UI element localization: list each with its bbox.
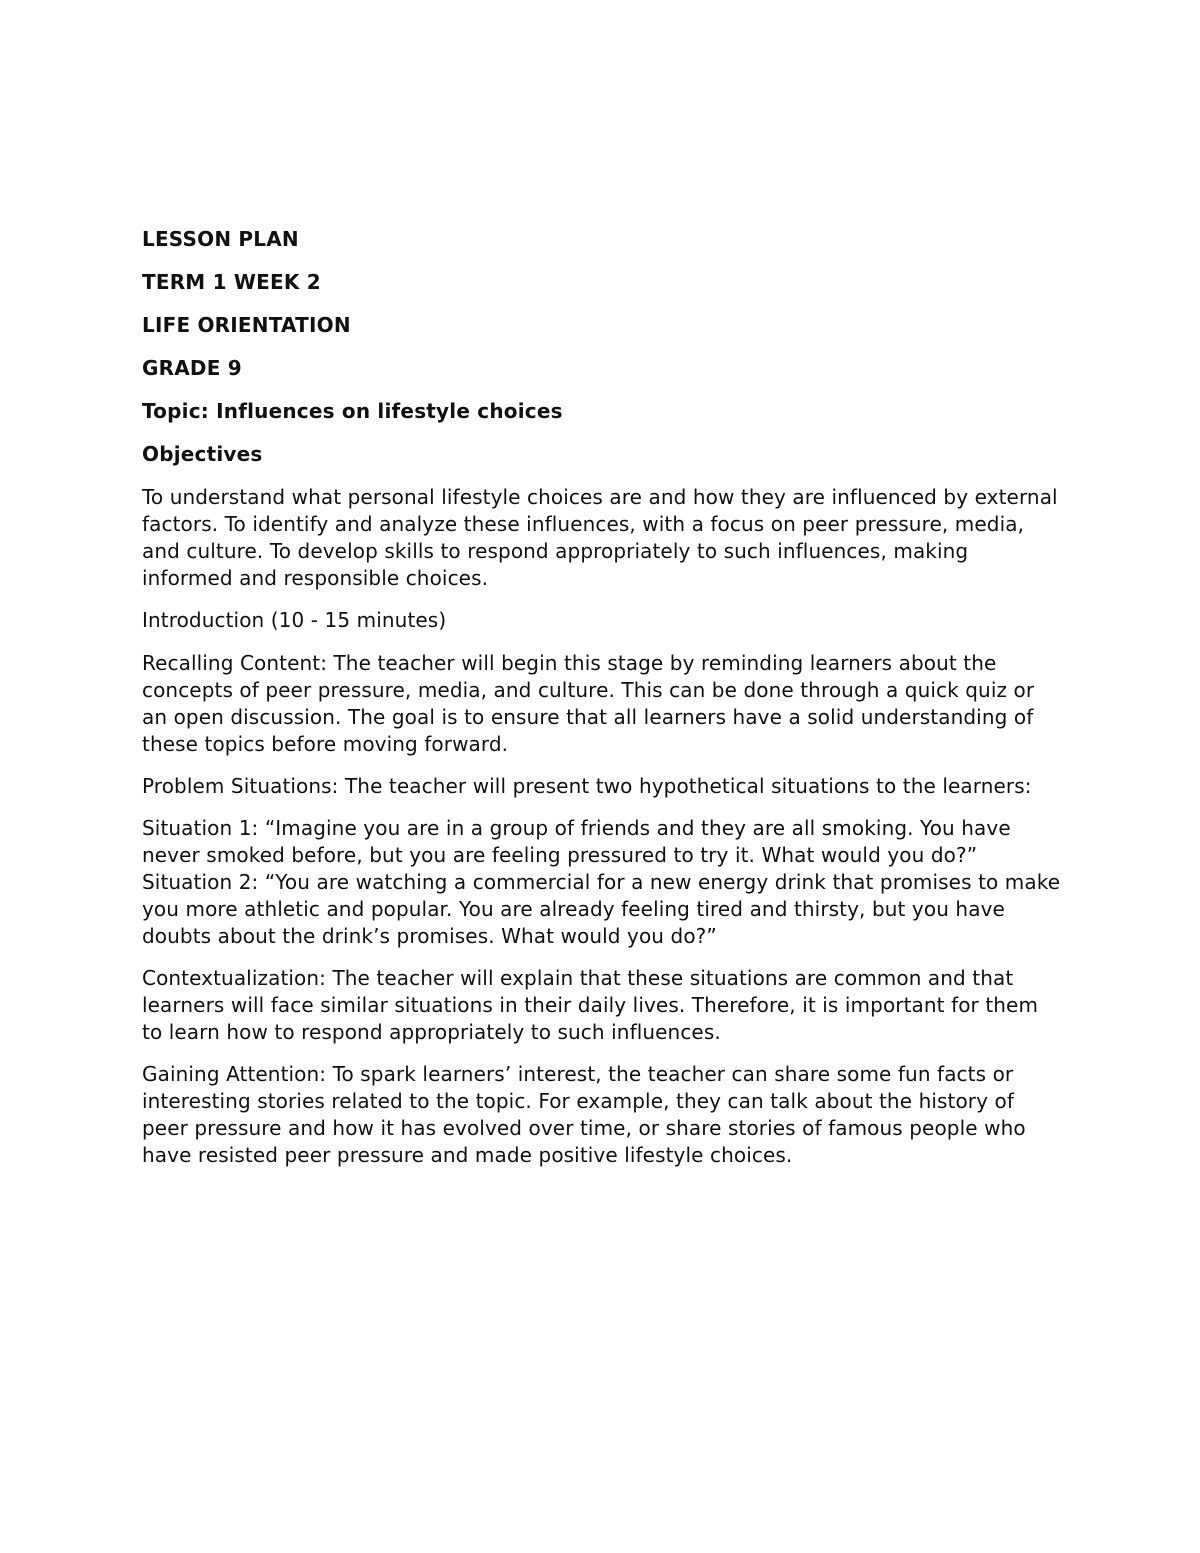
grade-heading: GRADE 9 — [142, 356, 242, 380]
gaining-attention-paragraph: Gaining Attention: To spark learners’ interest, the teacher can share some fun facts or interesting stories related to the topic. For example, they can talk about the history of peer pressure and how it has evolved over time, or share stories of famous people who have resisted peer pressure and made positive lifestyle choices. — [142, 1062, 1026, 1167]
subject-heading: LIFE ORIENTATION — [142, 313, 351, 337]
objectives-paragraph: To understand what personal lifestyle choices are and how they are influenced by external factors. To identify and analyze these influences, with a focus on peer pressure, media, and culture. To develop skills to respond appropriately to such influences, making informed and responsible choices. — [142, 485, 1058, 590]
situations-paragraph: Situation 1: “Imagine you are in a group of friends and they are all smoking. You have never smoked before, but you are feeling pressured to try it. What would you do?” Situation 2: “You are watching a commercial for a new energy drink that promises to make you more athletic and popular. You are already feeling tired and thirsty, but you have doubts about the drink’s promises. What would you do?” — [142, 816, 1061, 948]
document-page — [142, 226, 1062, 1184]
objectives-heading: Objectives — [142, 442, 263, 466]
lesson-plan-title: LESSON PLAN — [142, 227, 299, 251]
recalling-content-paragraph: Recalling Content: The teacher will begin this stage by reminding learners about the concepts of peer pressure, media, and culture. This can be done through a quick quiz or an open discussion. The goal is to ensure that all learners have a solid understanding of these topics before moving forward. — [142, 651, 1035, 756]
introduction-paragraph: Introduction (10 - 15 minutes) — [142, 608, 447, 632]
contextualization-paragraph: Contextualization: The teacher will explain that these situations are common and that learners will face similar situations in their daily lives. Therefore, it is important for them to learn how to respond appropriately to such influences. — [142, 966, 1039, 1044]
topic-heading: Topic: Influences on lifestyle choices — [142, 399, 563, 423]
term-week-heading: TERM 1 WEEK 2 — [142, 270, 321, 294]
problem-situations-paragraph: Problem Situations: The teacher will present two hypothetical situations to the learners: — [142, 774, 1032, 798]
